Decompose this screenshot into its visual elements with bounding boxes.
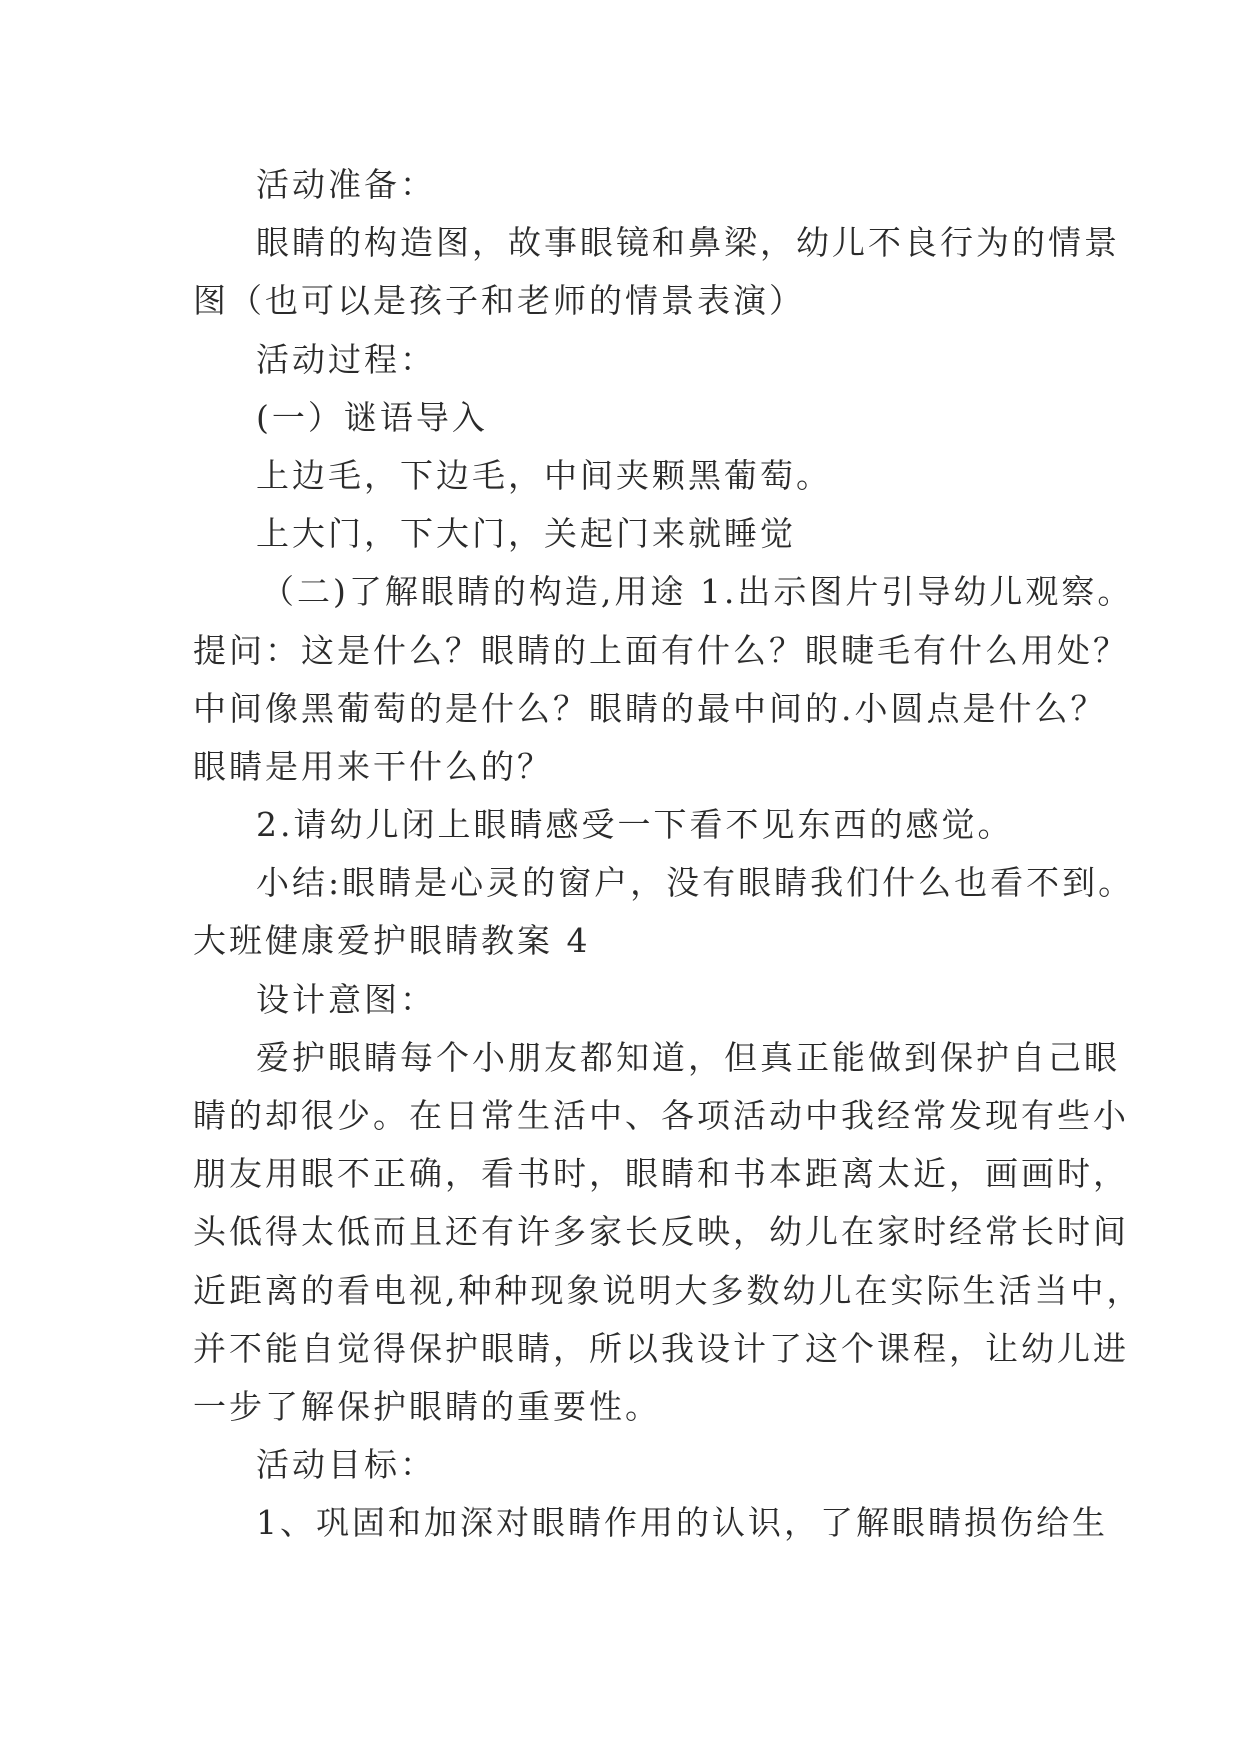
heading-design-intent: 设计意图： [256,979,436,1019]
paragraph-line: 爱护眼睛每个小朋友都知道，但真正能做到保护自己眼 [256,1037,1120,1077]
section-title: 大班健康爱护眼睛教案 4 [193,921,591,961]
heading-activity-goals: 活动目标： [256,1445,436,1485]
paragraph-line: 朋友用眼不正确，看书时，眼睛和书本距离太近，画画时， [193,1154,1129,1194]
summary-line: 小结:眼睛是心灵的窗户，没有眼睛我们什么也看不到。 [256,863,1135,903]
document-body [193,156,1143,1553]
subheading-eye-structure: （二)了解眼睛的构造,用途 1.出示图片引导幼儿观察。 [261,572,1134,612]
heading-activity-process: 活动过程： [256,339,436,379]
paragraph-line: 2.请幼儿闭上眼睛感受一下看不见东西的感觉。 [256,805,1014,845]
subheading-riddle-intro: (一）谜语导入 [256,397,488,437]
paragraph-line: 1、巩固和加深对眼睛作用的认识，了解眼睛损伤给生 [256,1503,1108,1543]
paragraph-line: 中间像黑葡萄的是什么？眼睛的最中间的.小圆点是什么？ [193,688,1107,728]
paragraph-line: 提问：这是什么？眼睛的上面有什么？眼睫毛有什么用处？ [193,630,1129,670]
paragraph-line: 图（也可以是孩子和老师的情景表演） [193,281,805,321]
paragraph-line: 头低得太低而且还有许多家长反映，幼儿在家时经常长时间 [193,1212,1129,1252]
paragraph-line: 近距离的看电视,种种现象说明大多数幼儿在实际生活当中， [193,1270,1143,1310]
paragraph-line: 睛的却很少。在日常生活中、各项活动中我经常发现有些小 [193,1096,1129,1135]
paragraph-line: 并不能自觉得保护眼睛，所以我设计了这个课程，让幼儿进 [193,1328,1129,1368]
paragraph-line: 上边毛，下边毛，中间夹颗黑葡萄。 [256,455,832,495]
heading-activity-preparation: 活动准备： [256,165,436,204]
paragraph-line: 上大门，下大门，关起门来就睡觉 [256,514,796,554]
paragraph-line: 眼睛的构造图，故事眼镜和鼻梁，幼儿不良行为的情景 [256,223,1120,263]
paragraph-line: 一步了解保护眼睛的重要性。 [193,1386,661,1426]
paragraph-line: 眼睛是用来干什么的？ [193,746,553,786]
